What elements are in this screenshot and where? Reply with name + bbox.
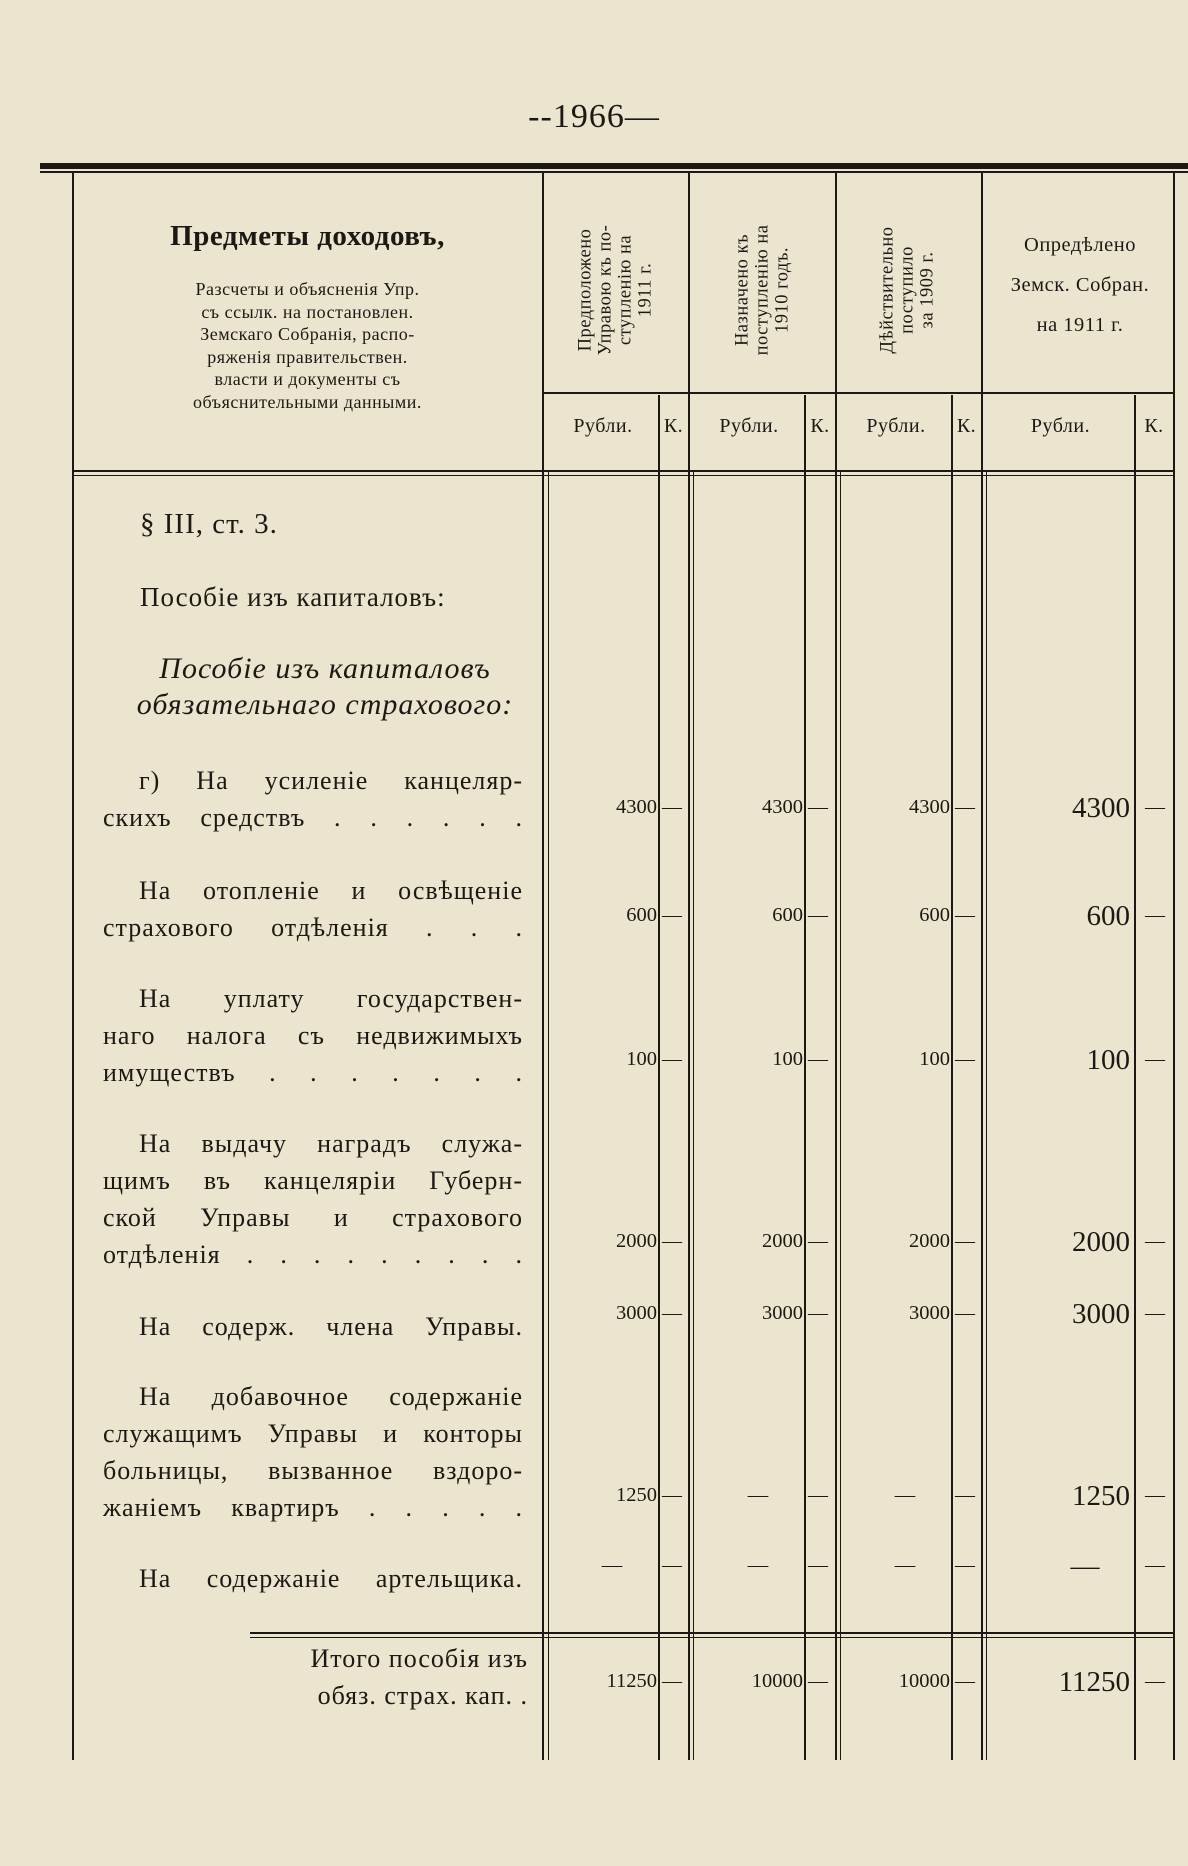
- kopecks-dash: —: [955, 1554, 975, 1576]
- col4-rubles-label: Рубли.: [1030, 415, 1091, 437]
- total-rule: [250, 1632, 1174, 1634]
- col3-header-line: за 1909 г.: [918, 251, 938, 329]
- kopecks-dash: —: [955, 1670, 975, 1692]
- col1-header-line: Предположено: [575, 228, 596, 352]
- row-value: 3000: [909, 1302, 950, 1324]
- total-rule-thin: [250, 1637, 1174, 1638]
- col2-header-line: 1910 годъ.: [772, 246, 793, 334]
- top-rule: [40, 163, 1188, 169]
- header-bottom-rule: [72, 470, 1174, 472]
- kopecks-dash: —: [662, 1048, 682, 1070]
- row-description: [103, 762, 523, 836]
- col2-header-line: поступленію на: [752, 224, 773, 356]
- row-line: г) На усиленіе канцеляр-: [139, 766, 523, 795]
- row-value: 2000: [1072, 1226, 1130, 1258]
- col4-header: [985, 225, 1175, 345]
- row-value: 100: [772, 1048, 803, 1070]
- row-value: 100: [626, 1048, 657, 1070]
- row-line: На выдачу наградъ служа-: [139, 1129, 523, 1158]
- row-value: 3000: [616, 1302, 657, 1324]
- kopecks-dash: —: [808, 1484, 828, 1506]
- kopecks-dash: —: [808, 1048, 828, 1070]
- row-line: страхового отдѣленія . . .: [103, 913, 523, 942]
- header-subtitle: [140, 278, 475, 413]
- header-subtitle-line: ряженія правительствен.: [207, 346, 408, 367]
- kopecks-dash: —: [662, 1302, 682, 1324]
- header-title: Предметы доходовъ,: [170, 220, 445, 252]
- row-value: —: [601, 1554, 623, 1576]
- header-subtitle-line: Разсчеты и объясненія Упр.: [195, 279, 420, 299]
- kopecks-dash: —: [955, 1302, 975, 1324]
- row-value: —: [1070, 1550, 1100, 1582]
- section-number: § III, ст. 3.: [140, 508, 278, 540]
- kopecks-dash: —: [1145, 1670, 1165, 1692]
- col2-rubles-label: Рубли.: [719, 415, 779, 437]
- row-value: 600: [626, 904, 657, 926]
- col1-left-border-inner: [548, 470, 549, 1760]
- kopecks-dash: —: [955, 1484, 975, 1506]
- col1-rubles-label: Рубли.: [573, 415, 633, 437]
- row-description: [103, 872, 523, 946]
- kopecks-dash: —: [808, 1302, 828, 1324]
- row-line: скихъ средствъ . . . . . .: [103, 803, 523, 832]
- kopecks-dash: —: [955, 1230, 975, 1252]
- row-value: 100: [919, 1048, 950, 1070]
- kopecks-dash: —: [662, 904, 682, 926]
- header-subtitle-line: съ ссылк. на постановлен.: [201, 301, 414, 322]
- row-value: 2000: [616, 1230, 657, 1252]
- kopecks-dash: —: [1145, 796, 1165, 818]
- kopecks-dash: —: [1145, 1484, 1165, 1506]
- row-line: На уплату государствен-: [139, 984, 523, 1013]
- top-rule-thin: [40, 171, 1188, 173]
- col3-kopecks-label: К.: [956, 415, 977, 437]
- row-value: —: [894, 1554, 916, 1576]
- row-value: 3000: [1072, 1298, 1130, 1330]
- kopecks-dash: —: [1145, 904, 1165, 926]
- col1-header-line: Управою къ по-: [595, 224, 616, 356]
- kopecks-dash: —: [955, 1048, 975, 1070]
- col4-kop-divider: [1134, 395, 1136, 1760]
- row-line: больницы, вызванное вздоро-: [103, 1456, 523, 1485]
- row-line: отдѣленія . . . . . . . . .: [103, 1240, 523, 1269]
- kopecks-dash: —: [808, 1670, 828, 1692]
- row-value: 1250: [616, 1484, 657, 1506]
- row-value: 2000: [762, 1230, 803, 1252]
- col1-header-line: ступленію на: [615, 234, 636, 346]
- col4-header-line: на 1911 г.: [1036, 314, 1124, 336]
- col3-header-line: Дѣйствительно: [878, 226, 898, 354]
- header-units-rule: [542, 392, 1174, 394]
- col2-left-border-inner: [693, 470, 694, 1760]
- row-value: 100: [1086, 1044, 1130, 1076]
- row-value: 1250: [1072, 1480, 1130, 1512]
- heading-line: обязательнаго страхового:: [136, 688, 514, 721]
- kopecks-dash: —: [662, 1554, 682, 1576]
- col2-kopecks-label: К.: [810, 415, 830, 437]
- total-label: [250, 1640, 528, 1714]
- col4-header-line: Опредѣлено: [1024, 234, 1136, 256]
- col3-rubles-label: Рубли.: [866, 415, 926, 437]
- row-value: 2000: [909, 1230, 950, 1252]
- row-value: 600: [772, 904, 803, 926]
- row-value: —: [747, 1554, 769, 1576]
- row-line: щимъ въ канцеляріи Губерн-: [103, 1166, 523, 1195]
- kopecks-dash: —: [662, 1670, 682, 1692]
- row-value: 4300: [909, 796, 950, 818]
- kopecks-dash: —: [808, 1230, 828, 1252]
- page-number: --1966—: [528, 98, 660, 135]
- header-subtitle-line: объяснительными данными.: [193, 391, 422, 412]
- row-value: 4300: [1072, 792, 1130, 824]
- row-line: жаніемъ квартиръ . . . . .: [103, 1493, 523, 1522]
- col2-left-border: [688, 172, 690, 1760]
- row-value: 4300: [762, 796, 803, 818]
- row-line: ской Управы и страхового: [103, 1203, 523, 1232]
- kopecks-dash: —: [662, 796, 682, 818]
- kopecks-dash: —: [1145, 1048, 1165, 1070]
- col1-header-line: 1911 г.: [635, 262, 656, 318]
- row-description: [103, 1125, 523, 1273]
- col1-kopecks-label: К.: [663, 415, 684, 437]
- row-description: [103, 980, 523, 1091]
- col4-header-line: Земск. Собран.: [1010, 274, 1150, 296]
- row-value: 600: [1086, 900, 1130, 932]
- col4-left-border: [981, 172, 983, 1760]
- col4-left-border-inner: [986, 470, 987, 1760]
- heading-insurance-capital: [120, 652, 530, 722]
- row-line: На отопленіе и освѣщеніе: [139, 876, 523, 905]
- kopecks-dash: —: [1145, 1302, 1165, 1324]
- col1-left-border: [542, 172, 544, 1760]
- total-value: 10000: [898, 1670, 950, 1692]
- table-right-border: [1173, 172, 1175, 1760]
- kopecks-dash: —: [1145, 1230, 1165, 1252]
- row-line: На добавочное содержаніе: [139, 1382, 523, 1411]
- col2-header-line: Назначено къ: [732, 233, 753, 347]
- col3-header-line: поступило: [898, 246, 918, 334]
- kopecks-dash: —: [662, 1484, 682, 1506]
- kopecks-dash: —: [808, 1554, 828, 1576]
- heading-line: Пособіе изъ капиталовъ: [159, 652, 491, 685]
- total-value: 10000: [751, 1670, 803, 1692]
- kopecks-dash: —: [1145, 1554, 1165, 1576]
- row-description: [103, 1560, 523, 1597]
- col3-left-border-inner: [840, 470, 841, 1760]
- row-line: наго налога съ недвижимыхъ: [103, 1021, 523, 1050]
- row-value: 4300: [616, 796, 657, 818]
- total-line: обяз. страх. кап. .: [317, 1681, 528, 1710]
- header-subtitle-line: власти и документы съ: [214, 369, 401, 389]
- row-description: [103, 1378, 523, 1526]
- heading-capital-grants: Пособіе изъ капиталовъ:: [140, 582, 446, 612]
- kopecks-dash: —: [955, 904, 975, 926]
- col2-header: [697, 190, 827, 390]
- total-value: 11250: [606, 1670, 657, 1692]
- row-value: —: [894, 1484, 916, 1506]
- row-value: —: [747, 1484, 769, 1506]
- kopecks-dash: —: [808, 904, 828, 926]
- row-value: 3000: [762, 1302, 803, 1324]
- row-value: 600: [919, 904, 950, 926]
- row-line: На содержаніе артельщика.: [139, 1564, 523, 1593]
- col4-kopecks-label: К.: [1144, 415, 1164, 437]
- row-description: [103, 1308, 523, 1345]
- row-line: имуществъ . . . . . . .: [103, 1058, 523, 1087]
- row-line: На содерж. члена Управы.: [139, 1312, 523, 1341]
- total-line: Итого пособія изъ: [310, 1644, 528, 1673]
- col3-left-border: [835, 172, 837, 1760]
- kopecks-dash: —: [662, 1230, 682, 1252]
- header-subtitle-line: Земскаго Собранія, распо-: [200, 324, 415, 344]
- col3-header: [843, 190, 973, 390]
- total-value: 11250: [1058, 1666, 1130, 1698]
- table-left-border: [72, 172, 74, 1760]
- header-bottom-rule-thin: [72, 475, 1174, 476]
- col1-header: [550, 190, 680, 390]
- kopecks-dash: —: [808, 796, 828, 818]
- row-line: служащимъ Управы и конторы: [103, 1419, 523, 1448]
- kopecks-dash: —: [955, 796, 975, 818]
